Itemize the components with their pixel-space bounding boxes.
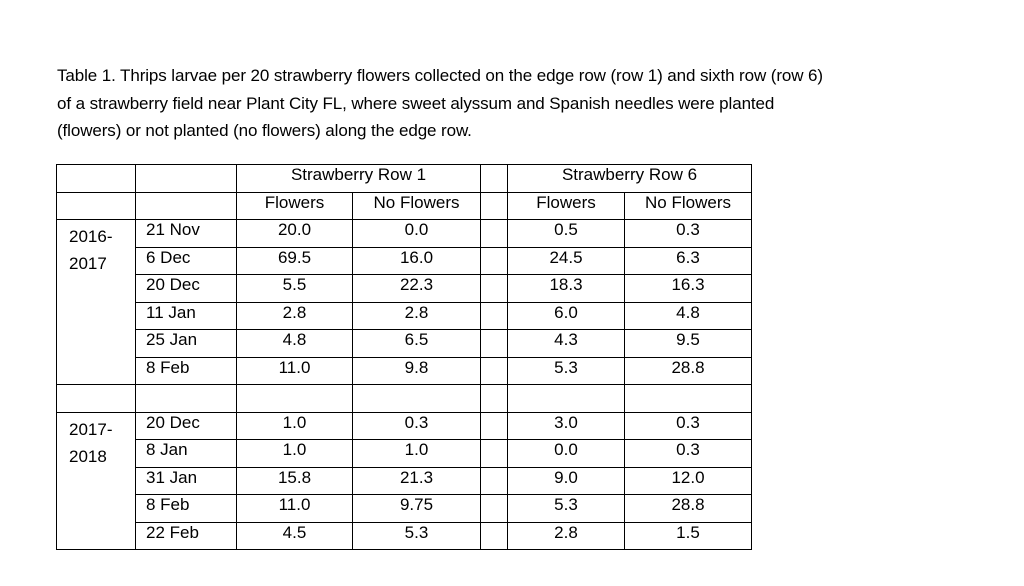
value-cell: 2.8 (508, 522, 625, 550)
empty-cell (508, 385, 625, 413)
date-cell: 8 Feb (136, 495, 237, 523)
value-cell: 69.5 (237, 247, 353, 275)
caption-line-3: (flowers) or not planted (no flowers) along the edge row. (57, 121, 472, 140)
table-row (57, 357, 752, 385)
empty-cell (57, 385, 136, 413)
value-cell: 6.5 (353, 330, 481, 358)
gap-cell (481, 440, 508, 468)
gap-cell (481, 330, 508, 358)
value-cell: 1.0 (237, 440, 353, 468)
value-cell: 12.0 (625, 467, 752, 495)
value-cell: 5.3 (508, 495, 625, 523)
date-cell: 22 Feb (136, 522, 237, 550)
caption-line-2: of a strawberry field near Plant City FL, where sweet alyssum and Spanish needles were planted (57, 93, 775, 113)
table-caption (57, 62, 1007, 145)
value-cell: 0.0 (508, 440, 625, 468)
value-cell: 0.3 (625, 440, 752, 468)
season-2017-2018-label (57, 412, 136, 550)
date-cell: 20 Dec (136, 275, 237, 303)
gap-cell (481, 522, 508, 550)
gap-cell (481, 357, 508, 385)
gap-cell (481, 275, 508, 303)
spacer-row (57, 385, 752, 413)
gap-cell (481, 220, 508, 248)
empty-cell (136, 385, 237, 413)
value-cell: 0.3 (625, 412, 752, 440)
date-cell: 6 Dec (136, 247, 237, 275)
empty-cell (625, 385, 752, 413)
value-cell: 5.5 (237, 275, 353, 303)
value-cell: 22.3 (353, 275, 481, 303)
gap-cell (481, 247, 508, 275)
value-cell: 16.3 (625, 275, 752, 303)
value-cell: 28.8 (625, 495, 752, 523)
date-cell: 8 Feb (136, 357, 237, 385)
empty-cell (237, 385, 353, 413)
gap-cell (481, 412, 508, 440)
value-cell: 4.8 (625, 302, 752, 330)
value-cell: 5.3 (353, 522, 481, 550)
gap-cell (481, 495, 508, 523)
table-row (57, 247, 752, 275)
value-cell: 9.5 (625, 330, 752, 358)
sub-header-row6-no-flowers: No Flowers (625, 192, 752, 220)
value-cell: 28.8 (625, 357, 752, 385)
date-cell: 11 Jan (136, 302, 237, 330)
season-year-line: 2018 (69, 446, 107, 466)
empty-cell (57, 165, 136, 193)
sub-header-row (57, 192, 752, 220)
value-cell: 0.5 (508, 220, 625, 248)
gap-cell (481, 385, 508, 413)
value-cell: 20.0 (237, 220, 353, 248)
group-header-row (57, 165, 752, 193)
table-row (57, 495, 752, 523)
value-cell: 9.8 (353, 357, 481, 385)
date-cell: 20 Dec (136, 412, 237, 440)
gap-cell (481, 467, 508, 495)
table-row (57, 522, 752, 550)
gap-cell (481, 192, 508, 220)
value-cell: 16.0 (353, 247, 481, 275)
table-row (57, 302, 752, 330)
value-cell: 9.75 (353, 495, 481, 523)
date-cell: 8 Jan (136, 440, 237, 468)
value-cell: 9.0 (508, 467, 625, 495)
value-cell: 15.8 (237, 467, 353, 495)
sub-header-row1-no-flowers: No Flowers (353, 192, 481, 220)
value-cell: 1.5 (625, 522, 752, 550)
group-header-row-1: Strawberry Row 1 (237, 165, 481, 193)
empty-cell (353, 385, 481, 413)
date-cell: 31 Jan (136, 467, 237, 495)
table-row (57, 275, 752, 303)
empty-cell (57, 192, 136, 220)
season-year-line: 2017 (69, 254, 107, 273)
value-cell: 4.5 (237, 522, 353, 550)
value-cell: 24.5 (508, 247, 625, 275)
value-cell: 2.8 (237, 302, 353, 330)
table-row (57, 330, 752, 358)
sub-header-row6-flowers: Flowers (508, 192, 625, 220)
value-cell: 18.3 (508, 275, 625, 303)
season-year-line: 2017- (69, 419, 113, 439)
thrips-larvae-table (56, 164, 752, 550)
date-cell: 25 Jan (136, 330, 237, 358)
value-cell: 4.8 (237, 330, 353, 358)
table-row (57, 467, 752, 495)
value-cell: 2.8 (353, 302, 481, 330)
value-cell: 1.0 (237, 412, 353, 440)
value-cell: 0.0 (353, 220, 481, 248)
group-header-row-6: Strawberry Row 6 (508, 165, 752, 193)
table-row (57, 220, 752, 248)
empty-cell (136, 192, 237, 220)
season-year-line: 2016- (69, 227, 113, 246)
table-row (57, 440, 752, 468)
value-cell: 1.0 (353, 440, 481, 468)
value-cell: 6.0 (508, 302, 625, 330)
table-row (57, 412, 752, 440)
gap-cell (481, 165, 508, 193)
value-cell: 5.3 (508, 357, 625, 385)
value-cell: 3.0 (508, 412, 625, 440)
caption-line-1: Table 1. Thrips larvae per 20 strawberry flowers collected on the edge row (row 1) and sixth row (row 6) (57, 66, 823, 85)
value-cell: 0.3 (353, 412, 481, 440)
season-2016-2017-label (57, 220, 136, 385)
value-cell: 4.3 (508, 330, 625, 358)
value-cell: 11.0 (237, 357, 353, 385)
value-cell: 6.3 (625, 247, 752, 275)
value-cell: 0.3 (625, 220, 752, 248)
gap-cell (481, 302, 508, 330)
value-cell: 11.0 (237, 495, 353, 523)
empty-cell (136, 165, 237, 193)
date-cell: 21 Nov (136, 220, 237, 248)
sub-header-row1-flowers: Flowers (237, 192, 353, 220)
value-cell: 21.3 (353, 467, 481, 495)
